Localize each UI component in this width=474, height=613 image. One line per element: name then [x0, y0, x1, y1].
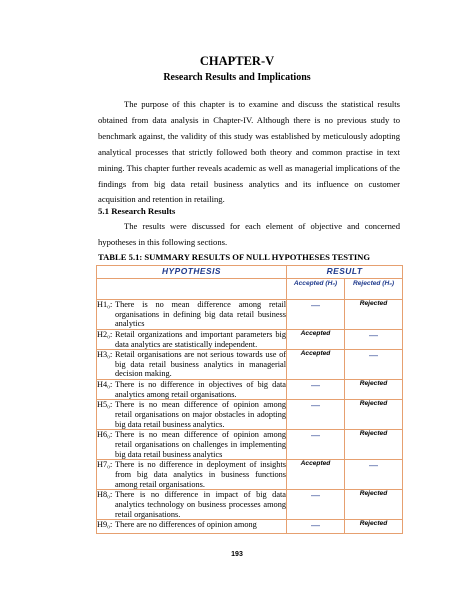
accepted-value: — — [311, 400, 320, 411]
hypothesis-id: H6₀: — [97, 430, 113, 440]
rejected-value: — — [369, 330, 378, 340]
table-row — [97, 460, 403, 490]
hypothesis-id: H3₀: — [97, 350, 113, 360]
accepted-cell — [287, 330, 345, 350]
rejected-cell — [345, 460, 403, 490]
rejected-cell — [345, 300, 403, 330]
section-paragraph — [98, 219, 400, 251]
rejected-value: Rejected — [359, 520, 388, 528]
accepted-cell — [287, 490, 345, 520]
chapter-heading: CHAPTER-V — [199, 54, 275, 68]
result-header: RESULT — [287, 266, 403, 279]
hypothesis-text: Retail organizations and important parameters big data analytics are statistically independent. — [115, 330, 286, 349]
intro-text: The purpose of this chapter is to examine and discuss the statistical results obtained from data analysis in Chapter-IV. Although there is no previous study to benchmark against, the validity of this study was established by meticulously adopting analytical processes that strictly followed both theory and common practise in text mining. This chapter further reveals academic as well as managerial implications of the findings from big data retail business analytics and its influence on customer acquisition and retention in retailing. — [98, 99, 400, 205]
rejected-cell — [345, 430, 403, 460]
accepted-cell — [287, 400, 345, 430]
hypothesis-id: H1₀: — [97, 300, 113, 309]
accepted-cell — [287, 350, 345, 380]
section-text: The results were discussed for each element of objective and concerned hypotheses in this following sections. — [98, 221, 400, 247]
hypothesis-text: There is no difference in deployment of insights from big data analytics in business functions among retail organisations. — [115, 460, 286, 489]
hypothesis-id: H8₀: — [97, 490, 113, 500]
hypothesis-cell — [97, 330, 287, 350]
hypothesis-subheader-blank — [97, 279, 287, 300]
accepted-value: — — [311, 300, 320, 310]
rejected-value: — — [369, 460, 378, 471]
hypothesis-id: H7₀: — [97, 460, 113, 470]
hypothesis-text: There is no mean difference of opinion among retail organisations on challenges in implementing big data retail business analytics — [115, 430, 286, 459]
accepted-value: — — [311, 430, 320, 441]
hypothesis-id: H2₀: — [97, 330, 113, 339]
accepted-value: — — [311, 520, 320, 531]
accepted-value: — — [311, 490, 320, 501]
hypothesis-cell — [97, 460, 287, 490]
hypothesis-id: H4₀: — [97, 380, 113, 390]
accepted-value: Accepted — [300, 330, 331, 337]
table-body — [97, 300, 403, 534]
rejected-cell — [345, 350, 403, 380]
page-number: 193 — [231, 551, 243, 558]
rejected-cell — [345, 330, 403, 350]
rejected-cell — [345, 400, 403, 430]
rejected-value: Rejected — [359, 490, 388, 498]
rejected-value: Rejected — [359, 300, 388, 307]
accepted-header: Accepted (H₀) — [287, 279, 345, 300]
accepted-cell — [287, 430, 345, 460]
table-row — [97, 490, 403, 520]
hypothesis-text: There are no differences of opinion among — [115, 520, 257, 530]
hypothesis-text: There is no mean difference among retail organisations in defining big data retail business analytics — [115, 300, 286, 329]
table-caption: TABLE 5.1: SUMMARY RESULTS OF NULL HYPOTHESES TESTING — [98, 252, 371, 262]
rejected-cell — [345, 380, 403, 400]
hypothesis-cell — [97, 490, 287, 520]
table-row — [97, 330, 403, 350]
hypothesis-cell — [97, 300, 287, 330]
accepted-cell — [287, 520, 345, 534]
table-row — [97, 300, 403, 330]
hypothesis-text: There is no mean difference of opinion among retail organisations on major obstacles in adopting big data retail business analytics. — [115, 400, 286, 429]
chapter-title: Research Results and Implications — [163, 72, 311, 83]
rejected-header: Rejected (H₀) — [345, 279, 403, 300]
table-row — [97, 400, 403, 430]
accepted-value: Accepted — [300, 460, 331, 468]
rejected-cell — [345, 520, 403, 534]
hypothesis-cell — [97, 520, 287, 534]
accepted-value: Accepted — [300, 350, 331, 358]
hypothesis-cell — [97, 430, 287, 460]
hypothesis-text: There is no difference in impact of big data analytics technology on business processes among retail organisations. — [115, 490, 286, 519]
hypothesis-text: There is no difference in objectives of big data analytics among retail organisations. — [115, 380, 286, 399]
accepted-cell — [287, 300, 345, 330]
hypothesis-header: HYPOTHESIS — [97, 266, 287, 279]
hypothesis-text: Retail organisations are not serious towards use of big data retail business analytics in managerial decision making. — [115, 350, 286, 379]
rejected-cell — [345, 490, 403, 520]
table-row — [97, 430, 403, 460]
hypothesis-cell — [97, 350, 287, 380]
accepted-cell — [287, 380, 345, 400]
rejected-value: Rejected — [359, 430, 388, 438]
table-row — [97, 520, 403, 534]
accepted-value: — — [311, 380, 320, 391]
hypotheses-table — [96, 265, 403, 534]
hypothesis-id: H5₀: — [97, 400, 113, 410]
hypothesis-id: H9₀: — [97, 520, 113, 530]
rejected-value: — — [369, 350, 378, 361]
rejected-value: Rejected — [359, 400, 388, 408]
table-row — [97, 350, 403, 380]
section-heading: 5.1 Research Results — [98, 206, 176, 216]
intro-paragraph — [98, 97, 400, 208]
rejected-value: Rejected — [359, 380, 388, 388]
accepted-cell — [287, 460, 345, 490]
hypothesis-cell — [97, 380, 287, 400]
table-row — [97, 380, 403, 400]
hypothesis-cell — [97, 400, 287, 430]
